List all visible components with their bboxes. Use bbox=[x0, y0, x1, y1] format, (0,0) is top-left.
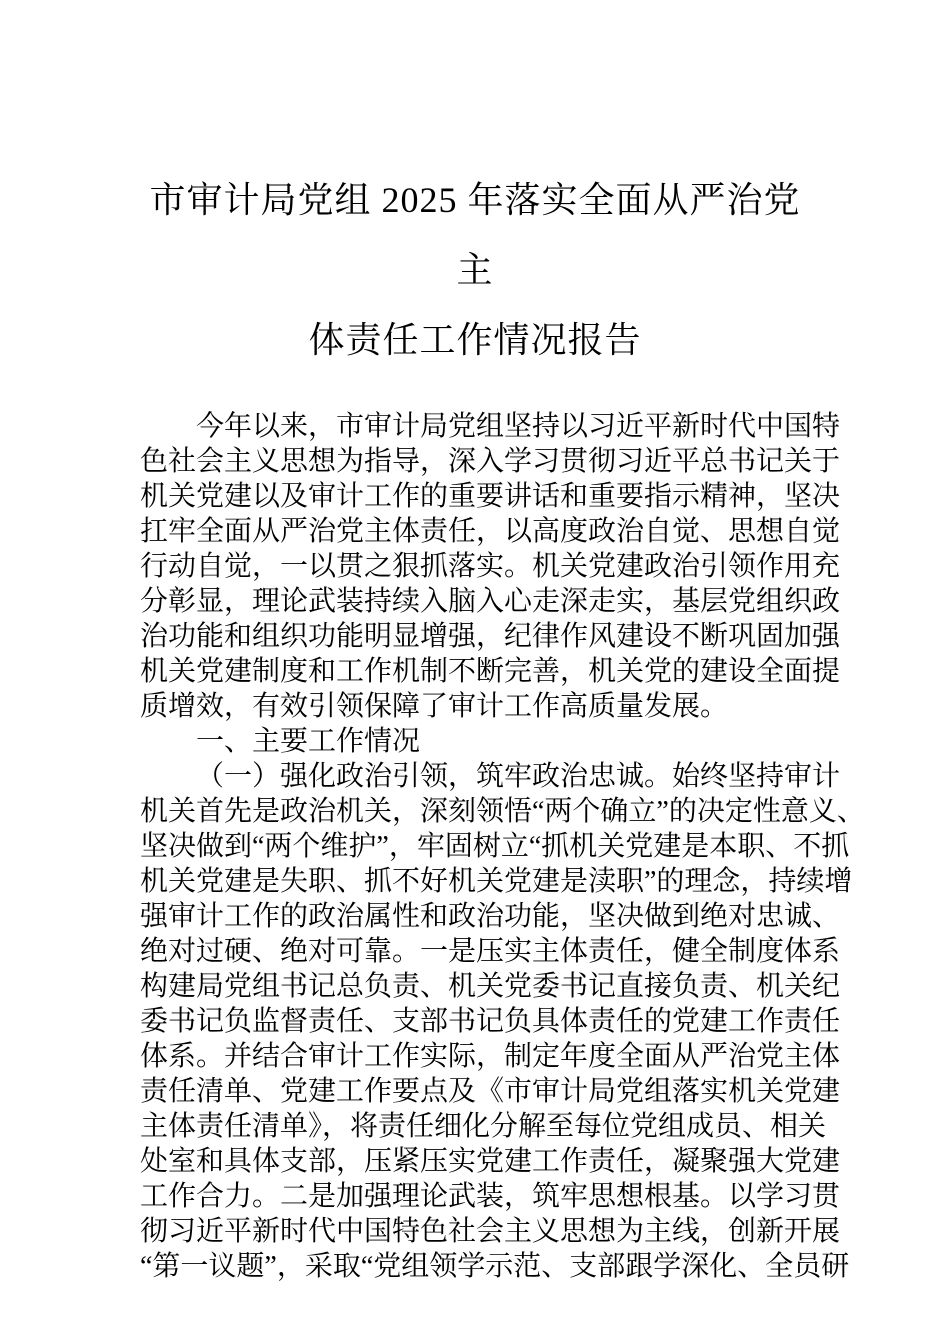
text-line: 机关党建以及审计工作的重要讲话和重要指示精神，坚决 bbox=[140, 481, 841, 512]
section-heading: 一、主要工作情况 bbox=[196, 726, 421, 757]
text-line: 色社会主义思想为指导，深入学习贯彻习近平总书记关于 bbox=[140, 446, 841, 477]
text-line: 分彰显，理论武装持续入脑入心走深走实，基层党组织政 bbox=[140, 586, 841, 617]
text-line: 机关党建是失职、抓不好机关党建是渎职”的理念，持续增 bbox=[140, 866, 853, 897]
section1-paragraph bbox=[140, 759, 865, 1284]
text-line: 处室和具体支部，压紧压实党建工作责任，凝聚强大党建 bbox=[140, 1146, 841, 1177]
document-title bbox=[140, 165, 810, 375]
text-line: （一）强化政治引领，筑牢政治忠诚。始终坚持审计 bbox=[196, 761, 841, 792]
text-line: 责任清单、党建工作要点及《市审计局党组落实机关党建 bbox=[140, 1076, 841, 1107]
text-line: 工作合力。二是加强理论武装，筑牢思想根基。以学习贯 bbox=[140, 1181, 841, 1212]
title-line-1: 市审计局党组 2025 年落实全面从严治党主 bbox=[149, 180, 801, 290]
text-line: 坚决做到“两个维护”，牢固树立“抓机关党建是本职、不抓 bbox=[140, 831, 850, 862]
title-line-2: 体责任工作情况报告 bbox=[308, 320, 642, 360]
text-line: 强审计工作的政治属性和政治功能，坚决做到绝对忠诚、 bbox=[140, 901, 841, 932]
text-line: 委书记负监督责任、支部书记负具体责任的党建工作责任 bbox=[140, 1006, 841, 1037]
text-line: 治功能和组织功能明显增强，纪律作风建设不断巩固加强 bbox=[140, 621, 841, 652]
document-body bbox=[140, 409, 865, 1284]
text-line: 主体责任清单》，将责任细化分解至每位党组成员、相关 bbox=[140, 1111, 827, 1142]
text-line: 行动自觉，一以贯之狠抓落实。机关党建政治引领作用充 bbox=[140, 551, 841, 582]
text-line: 机关首先是政治机关，深刻领悟“两个确立”的决定性意义、 bbox=[140, 796, 865, 827]
text-line: 构建局党组书记总负责、机关党委书记直接负责、机关纪 bbox=[140, 971, 841, 1002]
text-line: 绝对过硬、绝对可靠。一是压实主体责任，健全制度体系 bbox=[140, 936, 841, 967]
text-line: 今年以来，市审计局党组坚持以习近平新时代中国特 bbox=[196, 411, 841, 442]
text-line: 扛牢全面从严治党主体责任，以高度政治自觉、思想自觉 bbox=[140, 516, 841, 547]
text-line: “第一议题”，采取“党组领学示范、支部跟学深化、全员研 bbox=[140, 1251, 850, 1282]
text-line: 机关党建制度和工作机制不断完善，机关党的建设全面提 bbox=[140, 656, 841, 687]
text-line: 体系。并结合审计工作实际，制定年度全面从严治党主体 bbox=[140, 1041, 841, 1072]
intro-paragraph bbox=[140, 409, 841, 724]
text-line: 质增效，有效引领保障了审计工作高质量发展。 bbox=[140, 691, 729, 722]
text-line: 彻习近平新时代中国特色社会主义思想为主线，创新开展 bbox=[140, 1216, 841, 1247]
